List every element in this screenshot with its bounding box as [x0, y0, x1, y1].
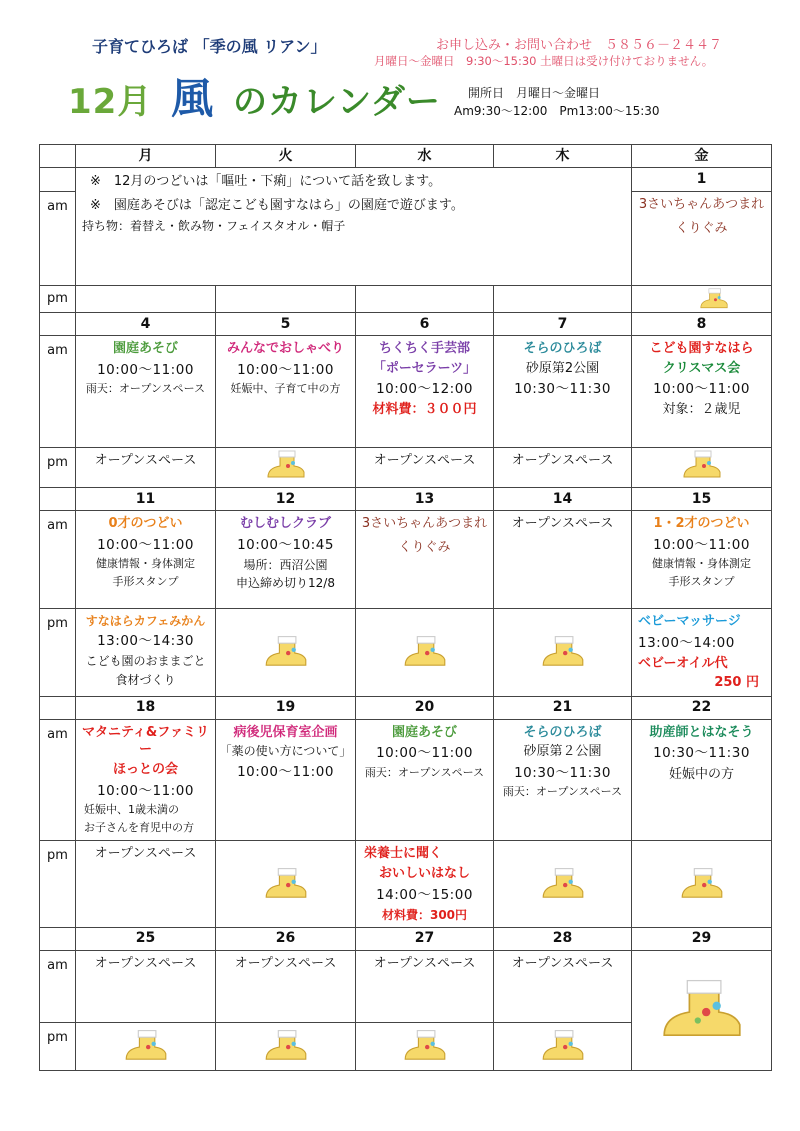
event-fee: 材料費：３００円: [372, 402, 477, 418]
event-note: 雨天：オープンスペース: [502, 785, 623, 799]
event-note: 「薬の使い方について」: [219, 744, 352, 759]
date-4: 4: [76, 313, 216, 336]
christmas-boot-icon: [358, 1029, 491, 1063]
hours-note: 月曜日～金曜日 9:30～15:30 土曜日は受け付けておりません。: [374, 54, 714, 68]
week3-thu-am: [494, 511, 632, 609]
week5-tue-pm: [216, 1022, 356, 1070]
title-month: 12月: [68, 82, 153, 122]
week2-fri-am: [632, 336, 772, 448]
date-15: 15: [632, 488, 772, 511]
title-kaze: 風: [171, 74, 215, 123]
week1-fri-am: [632, 192, 772, 286]
week1-thu-pm: [494, 286, 632, 313]
christmas-boot-icon: [218, 867, 353, 901]
event-subtitle: クリスマス会: [662, 360, 741, 376]
week4-thu-pm: [494, 841, 632, 928]
event-note: お子さんを育児中の方: [84, 820, 194, 834]
week1-pm-row: [40, 286, 772, 313]
event-note: 雨天：オープンスペース: [364, 765, 485, 779]
event-title: オープンスペース: [94, 955, 197, 971]
christmas-boot-icon: [218, 450, 353, 480]
open-hours: Am9:30～12:00 Pm13:00～15:30: [454, 104, 660, 118]
event-time: 10:00～12:00: [376, 381, 473, 398]
event-time: 10:00～11:00: [97, 536, 194, 553]
event-note: 食材づくり: [115, 672, 176, 687]
christmas-boot-icon: [496, 635, 629, 669]
event-title: マタニティ&ファミリー: [81, 724, 210, 758]
event-note: 手形スタンプ: [112, 574, 179, 588]
am-label: am: [40, 950, 76, 1022]
event-title: 0才のつどい: [108, 516, 183, 531]
date-5: 5: [216, 313, 356, 336]
week2-wed-am: [356, 336, 494, 448]
event-subtitle: くりぐみ: [398, 539, 451, 555]
event-note: 対象：２歳児: [662, 402, 741, 418]
event-title: 栄養士に聞く: [364, 846, 443, 862]
am-label: am: [40, 192, 76, 286]
event-title: オープンスペース: [234, 955, 337, 971]
christmas-boot-icon: [496, 1029, 629, 1063]
christmas-boot-icon: [634, 978, 769, 1042]
week1-note2: ※ 園庭あそびは「認定こども園すなはら」の園庭で遊びます。: [90, 197, 464, 213]
pm-label: pm: [40, 609, 76, 697]
event-title: オープンスペース: [511, 453, 614, 468]
week3-mon-am: [76, 511, 216, 609]
pm-label: pm: [40, 448, 76, 488]
christmas-boot-icon: [496, 867, 629, 901]
event-title: すなはらカフェみかん: [85, 614, 206, 628]
weekday-thu: 木: [494, 145, 632, 168]
page-title: [68, 66, 441, 126]
week5-label-empty: [40, 927, 76, 950]
event-title: オープンスペース: [94, 453, 197, 468]
week1-fri-am-group: くりぐみ: [675, 220, 728, 236]
event-title: 園庭あそび: [391, 724, 457, 740]
week4-mon-pm: [76, 841, 216, 928]
date-21: 21: [494, 696, 632, 719]
week3-wed-am: [356, 511, 494, 609]
event-subtitle: 「ポーセラーツ」: [372, 360, 477, 376]
week5-mon-pm: [76, 1022, 216, 1070]
corner-cell: [40, 145, 76, 168]
week1-note3: 持ち物：着替え・飲み物・フェイスタオル・帽子: [82, 219, 346, 234]
event-title: オープンスペース: [511, 516, 614, 531]
week4-fri-am: [632, 719, 772, 841]
event-subtitle: ほっとの会: [112, 761, 178, 777]
date-25: 25: [76, 927, 216, 950]
event-title: 病後児保育室企画: [233, 724, 338, 740]
week4-tue-pm: [216, 841, 356, 928]
event-note: 雨天：オープンスペース: [85, 381, 206, 395]
event-place: 砂原第２公園: [523, 744, 602, 760]
event-time: 10:00～11:00: [653, 536, 750, 553]
event-title: オープンスペース: [373, 453, 476, 468]
week1-note1: ※ 12月のつどいは「嘔吐・下痢」について話を致します。: [90, 174, 442, 189]
week3-thu-pm: [494, 609, 632, 697]
date-13: 13: [356, 488, 494, 511]
event-note: 健康情報・身体測定: [96, 556, 195, 570]
event-time: 10:00～11:00: [653, 381, 750, 398]
weekday-mon: 月: [76, 145, 216, 168]
week5-thu-pm: [494, 1022, 632, 1070]
am-label: am: [40, 511, 76, 609]
event-title: オープンスペース: [373, 955, 476, 971]
week1-fri-am-title: 3さいちゃんあつまれ: [638, 197, 765, 212]
week5-am-row: [40, 950, 772, 1022]
week2-date-row: [40, 313, 772, 336]
christmas-boot-icon: [218, 1029, 353, 1063]
event-note: 申込締め切り12/8: [236, 575, 335, 590]
event-title: 園庭あそび: [112, 341, 178, 356]
event-title: そらのひろば: [523, 724, 602, 740]
event-note: 妊娠中、子育て中の方: [230, 381, 341, 395]
week4-thu-am: [494, 719, 632, 841]
week3-wed-pm: [356, 609, 494, 697]
event-title: オープンスペース: [94, 846, 197, 862]
week4-wed-pm: [356, 841, 494, 928]
event-fee: ベビーオイル代: [638, 655, 728, 671]
christmas-boot-icon: [218, 635, 353, 669]
event-title: オープンスペース: [511, 955, 614, 971]
event-note: こども園のおままごと: [85, 654, 206, 669]
week4-fri-pm: [632, 841, 772, 928]
christmas-boot-icon: [634, 867, 769, 901]
event-note: 場所：西沼公園: [243, 557, 328, 572]
week5-thu-am: [494, 950, 632, 1022]
event-time: 10:00～11:00: [97, 361, 194, 378]
event-title: ベビーマッサージ: [638, 614, 741, 629]
week1-fri-pm: [632, 286, 772, 313]
week3-label-empty: [40, 488, 76, 511]
christmas-boot-icon: [358, 635, 491, 669]
event-time: 13:00～14:30: [97, 633, 194, 650]
event-time: 14:00～15:00: [376, 886, 473, 903]
date-29: 29: [632, 927, 772, 950]
event-title: むしむしクラブ: [239, 516, 331, 531]
week3-fri-pm: [632, 609, 772, 697]
event-note: 健康情報・身体測定: [652, 556, 751, 570]
date-7: 7: [494, 313, 632, 336]
date-26: 26: [216, 927, 356, 950]
week1-tue-pm: [216, 286, 356, 313]
christmas-boot-icon: [698, 288, 730, 310]
date-22: 22: [632, 696, 772, 719]
week4-date-row: [40, 696, 772, 719]
event-note: 手形スタンプ: [668, 574, 735, 588]
date-8: 8: [632, 313, 772, 336]
event-time: 10:00～11:00: [376, 745, 473, 762]
week1-label-empty: [40, 168, 76, 192]
title-rest: のカレンダー: [233, 82, 441, 122]
event-title: こども園すなはら: [649, 341, 754, 356]
week5-date-row: [40, 927, 772, 950]
date-27: 27: [356, 927, 494, 950]
event-place: 砂原第2公園: [525, 360, 600, 376]
week3-pm-row: [40, 609, 772, 697]
weekday-header-row: [40, 145, 772, 168]
date-18: 18: [76, 696, 216, 719]
week2-label-empty: [40, 313, 76, 336]
week1-date-row: [40, 168, 772, 192]
pm-label: pm: [40, 1022, 76, 1070]
am-label: am: [40, 719, 76, 841]
event-time: 10:30～11:30: [514, 764, 611, 781]
week2-fri-pm: [632, 448, 772, 488]
week4-tue-am: [216, 719, 356, 841]
date-28: 28: [494, 927, 632, 950]
event-time: 10:00～10:45: [237, 536, 334, 553]
week4-label-empty: [40, 696, 76, 719]
week2-thu-pm: [494, 448, 632, 488]
week4-wed-am: [356, 719, 494, 841]
week3-tue-am: [216, 511, 356, 609]
event-fee: 材料費：300円: [381, 907, 468, 922]
week5-mon-am: [76, 950, 216, 1022]
event-title: 助産師とはなそう: [649, 724, 754, 740]
event-subtitle: おいしいはなし: [378, 865, 470, 881]
event-title: ちくちく手芸部: [378, 341, 470, 356]
event-time: 10:30～11:30: [653, 745, 750, 762]
event-title: 1・2才のつどい: [653, 516, 750, 531]
date-11: 11: [76, 488, 216, 511]
week2-wed-pm: [356, 448, 494, 488]
event-time: 13:00～14:00: [638, 634, 735, 651]
week2-mon-pm: [76, 448, 216, 488]
event-time: 10:00～11:00: [237, 361, 334, 378]
pm-label: pm: [40, 286, 76, 313]
event-fee-amount: 250 円: [714, 675, 759, 691]
week4-pm-row: [40, 841, 772, 928]
week1-notes: [76, 168, 632, 286]
week2-am-row: [40, 336, 772, 448]
event-note: 妊娠中、1歳未満の: [84, 802, 179, 816]
weekday-fri: 金: [632, 145, 772, 168]
week2-tue-am: [216, 336, 356, 448]
date-19: 19: [216, 696, 356, 719]
week2-thu-am: [494, 336, 632, 448]
date-1: 1: [632, 168, 772, 192]
calendar-table: [39, 144, 772, 1071]
event-note: 妊娠中の方: [668, 766, 734, 782]
organization-name: 子育てひろば 「季の風 リアン」: [92, 37, 327, 56]
date-12: 12: [216, 488, 356, 511]
week2-pm-row: [40, 448, 772, 488]
week1-mon-pm: [76, 286, 216, 313]
week3-fri-am: [632, 511, 772, 609]
christmas-boot-icon: [78, 1029, 213, 1063]
event-time: 10:30～11:30: [514, 381, 611, 398]
week4-am-row: [40, 719, 772, 841]
week5-tue-am: [216, 950, 356, 1022]
week5-wed-pm: [356, 1022, 494, 1070]
event-time: 10:00～11:00: [237, 763, 334, 780]
week2-mon-am: [76, 336, 216, 448]
week5-fri-cell: [632, 950, 772, 1070]
weekday-wed: 水: [356, 145, 494, 168]
event-title: 3さいちゃんあつまれ: [361, 516, 488, 531]
event-time: 10:00～11:00: [97, 782, 194, 799]
week1-wed-pm: [356, 286, 494, 313]
week3-mon-pm: [76, 609, 216, 697]
contact-info: お申し込み・お問い合わせ ５８５６－２４４７: [436, 38, 723, 53]
week3-date-row: [40, 488, 772, 511]
week2-tue-pm: [216, 448, 356, 488]
week5-wed-am: [356, 950, 494, 1022]
pm-label: pm: [40, 841, 76, 928]
date-14: 14: [494, 488, 632, 511]
weekday-tue: 火: [216, 145, 356, 168]
event-title: みんなでおしゃべり: [226, 341, 344, 356]
week3-tue-pm: [216, 609, 356, 697]
week3-am-row: [40, 511, 772, 609]
christmas-boot-icon: [634, 450, 769, 480]
date-6: 6: [356, 313, 494, 336]
date-20: 20: [356, 696, 494, 719]
event-title: そらのひろば: [523, 341, 602, 356]
open-days: 開所日 月曜日～金曜日: [468, 86, 601, 100]
week4-mon-am: [76, 719, 216, 841]
am-label: am: [40, 336, 76, 448]
